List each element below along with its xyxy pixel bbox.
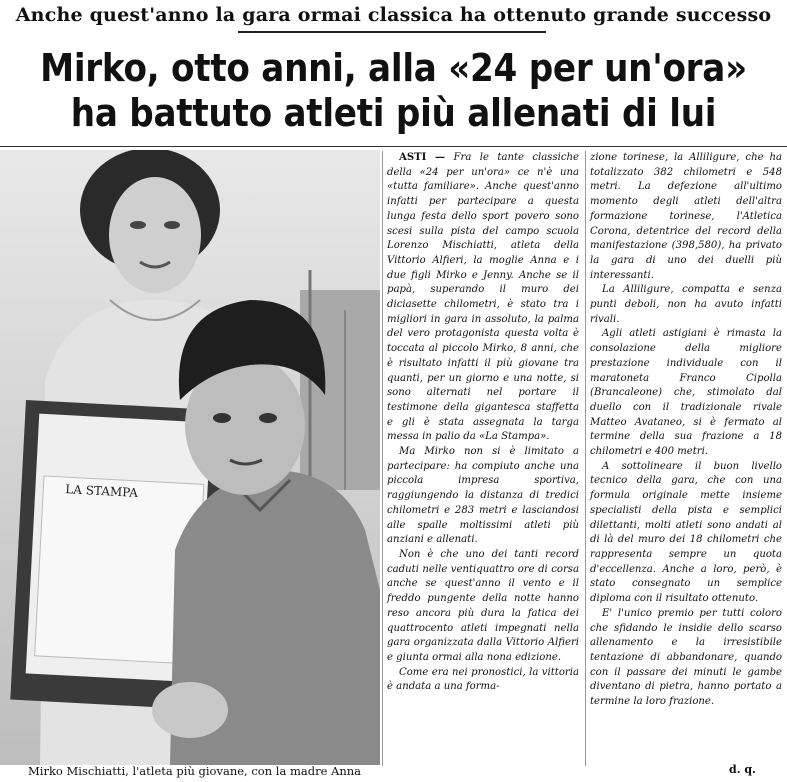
photo xyxy=(0,150,380,765)
article-paragraph: Ma Mirko non si è limitato a partecipare: ha compiuto anche una piccola impresa sportiva, raggiungendo la distanza di tredici chilometri e 283 metri e lasciandosi alle spalle moltissimi atleti più anziani e allenati. xyxy=(387,446,579,546)
column-rule-2 xyxy=(585,151,586,766)
headline-line-2: ha battuto atleti più allenati di lui xyxy=(70,91,717,135)
article-paragraph: Non è che uno dei tanti record caduti nelle ventiquattro ore di corsa anche se quest'anno il vento e il freddo pungente della notte hanno reso ancora più dura la fatica dei quattrocento atleti impegnati nella gara organizzata dalla Vittorio Alfieri e giunta ormai alla nona edizione. xyxy=(387,548,579,663)
headline-rule xyxy=(0,146,787,147)
article-paragraph: Agli atleti astigiani è rimasta la consolazione della migliore prestazione individuale con il maratoneta Franco Cipolla (Brancaleone) che, stimolato dal duello con il tradizionale rivale Matteo Avataneo, si è fermato al termine della sua frazione a 18 chilometri e 400 metri. xyxy=(590,328,782,458)
dateline: ASTI — xyxy=(399,152,446,163)
kicker-underline xyxy=(238,31,546,33)
headline-line-1: Mirko, otto anni, alla «24 per un'ora» xyxy=(40,46,747,90)
photo-caption: Mirko Mischiatti, l'atleta più giovane, con la madre Anna xyxy=(28,764,362,778)
kicker: Anche quest'anno la gara ormai classica ha ottenuto grande successo xyxy=(15,4,772,26)
article-column-1 xyxy=(387,151,579,695)
article-paragraph: E' l'unico premio per tutti coloro che sfidando le insidie dello scarso allenamento e la irresistibile tentazione di abbandonare, quando con il passare dei minuti le gambe diventano di pietra, hanno portato a termine la loro frazione. xyxy=(590,607,782,708)
article-paragraph: A sottolineare il buon livello tecnico della gara, che con una formula originale mette insieme specialisti della pista e semplici dilettanti, molti atleti sono andati al di là del muro dei 18 chilometri che rappresenta sempre un quota d'eccellenza. Anche a loro, però, è stato consegnato un semplice diploma con il risultato ottenuto. xyxy=(590,460,782,605)
article-paragraph: Come era nei pronostici, la vittoria è andata a una forma- xyxy=(387,666,579,693)
article-paragraph: La Alliligure, compatta e senza punti deboli, non ha avuto infatti rivali. xyxy=(590,284,782,325)
article-column-2 xyxy=(590,151,782,710)
boy-hand xyxy=(152,682,228,738)
column-rule-1 xyxy=(382,151,383,766)
author-signature: d. q. xyxy=(729,763,756,776)
photo-illustration xyxy=(0,150,380,765)
plaque-text: LA STAMPA xyxy=(65,482,139,500)
article-paragraph: zione torinese, la Alliligure, che ha totalizzato 382 chilometri e 548 metri. La defezione all'ultimo momento degli atleti dell'altra formazione torinese, l'Atletica Corona, detentrice del record della manifestazione (398,580), ha privato la gara di uno dei duelli più interessanti. xyxy=(590,152,782,281)
mother-face xyxy=(109,177,201,293)
article-paragraph: ASTI — Fra le tante classiche della «24 per un'ora» ce n'è una «tutta familiare». Anche quest'anno infatti per partecipare a questa lunga festa dello sport povero sono scesi sulla pista del campo scuola Lorenzo Mischiatti, atleta della Vittorio Alfieri, la moglie Anna e i due figli Mirko e Jenny. Anche se il papà, superando il muro dei diciasette chilometri, è stato tra i migliori in gara in assoluto, la palma del vero protagonista questa volta è toccata al piccolo Mirko, 8 anni, che è risultato infatti il più giovane tra quanti, per un giorno e una notte, si sono alternati nel portare il testimone della gigantesca staffetta e gli è stata assegnata la targa messa in palio da «La Stampa». xyxy=(387,152,579,443)
